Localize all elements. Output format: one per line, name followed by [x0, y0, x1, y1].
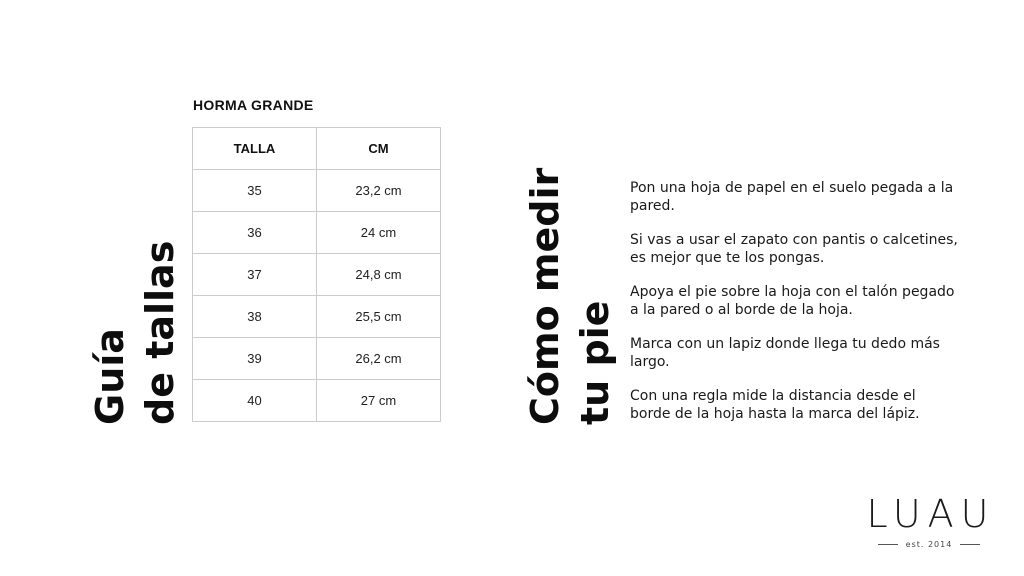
brand-name: LUAU: [866, 492, 996, 536]
size-cell: 35: [193, 170, 317, 212]
size-table: [192, 127, 441, 422]
table-row: [193, 338, 441, 380]
table-row: [193, 296, 441, 338]
header-cm: CM: [317, 128, 441, 170]
table-row: [193, 212, 441, 254]
brand-logo: [862, 492, 996, 549]
measure-step: Con una regla mide la distancia desde el borde de la hoja hasta la marca del lápiz.: [630, 388, 920, 422]
measure-title: [520, 168, 620, 425]
measure-step: Apoya el pie sobre la hoja con el talón pegado a la pared o al borde de la hoja.: [630, 284, 955, 318]
cm-cell: 25,5 cm: [317, 296, 441, 338]
size-cell: 40: [193, 380, 317, 422]
table-caption: HORMA GRANDE: [193, 97, 314, 113]
size-cell: 38: [193, 296, 317, 338]
cm-cell: 24,8 cm: [317, 254, 441, 296]
table-row: [193, 254, 441, 296]
measure-step: Si vas a usar el zapato con pantis o calcetines, es mejor que te los pongas.: [630, 232, 958, 266]
measure-step: Marca con un lapiz donde llega tu dedo más largo.: [630, 336, 940, 370]
size-guide-title-line1: Guía: [88, 328, 132, 425]
cm-cell: 26,2 cm: [317, 338, 441, 380]
table-header-row: [193, 128, 441, 170]
cm-cell: 23,2 cm: [317, 170, 441, 212]
measure-step: Pon una hoja de papel en el suelo pegada a la pared.: [630, 180, 954, 214]
table-row: [193, 170, 441, 212]
measure-title-line2: tu pie: [573, 300, 617, 425]
header-talla: TALLA: [193, 128, 317, 170]
measure-title-line1: Cómo medir: [523, 167, 567, 425]
tagline-divider-right: [960, 544, 980, 545]
cm-cell: 27 cm: [317, 380, 441, 422]
size-cell: 37: [193, 254, 317, 296]
brand-tagline-row: [862, 540, 996, 549]
size-guide-title-line2: de tallas: [138, 240, 182, 425]
measure-steps: [630, 180, 960, 440]
table-row: [193, 380, 441, 422]
size-cell: 36: [193, 212, 317, 254]
size-cell: 39: [193, 338, 317, 380]
brand-tagline: est. 2014: [905, 540, 953, 549]
cm-cell: 24 cm: [317, 212, 441, 254]
tagline-divider-left: [878, 544, 898, 545]
size-guide-title: [85, 241, 185, 425]
